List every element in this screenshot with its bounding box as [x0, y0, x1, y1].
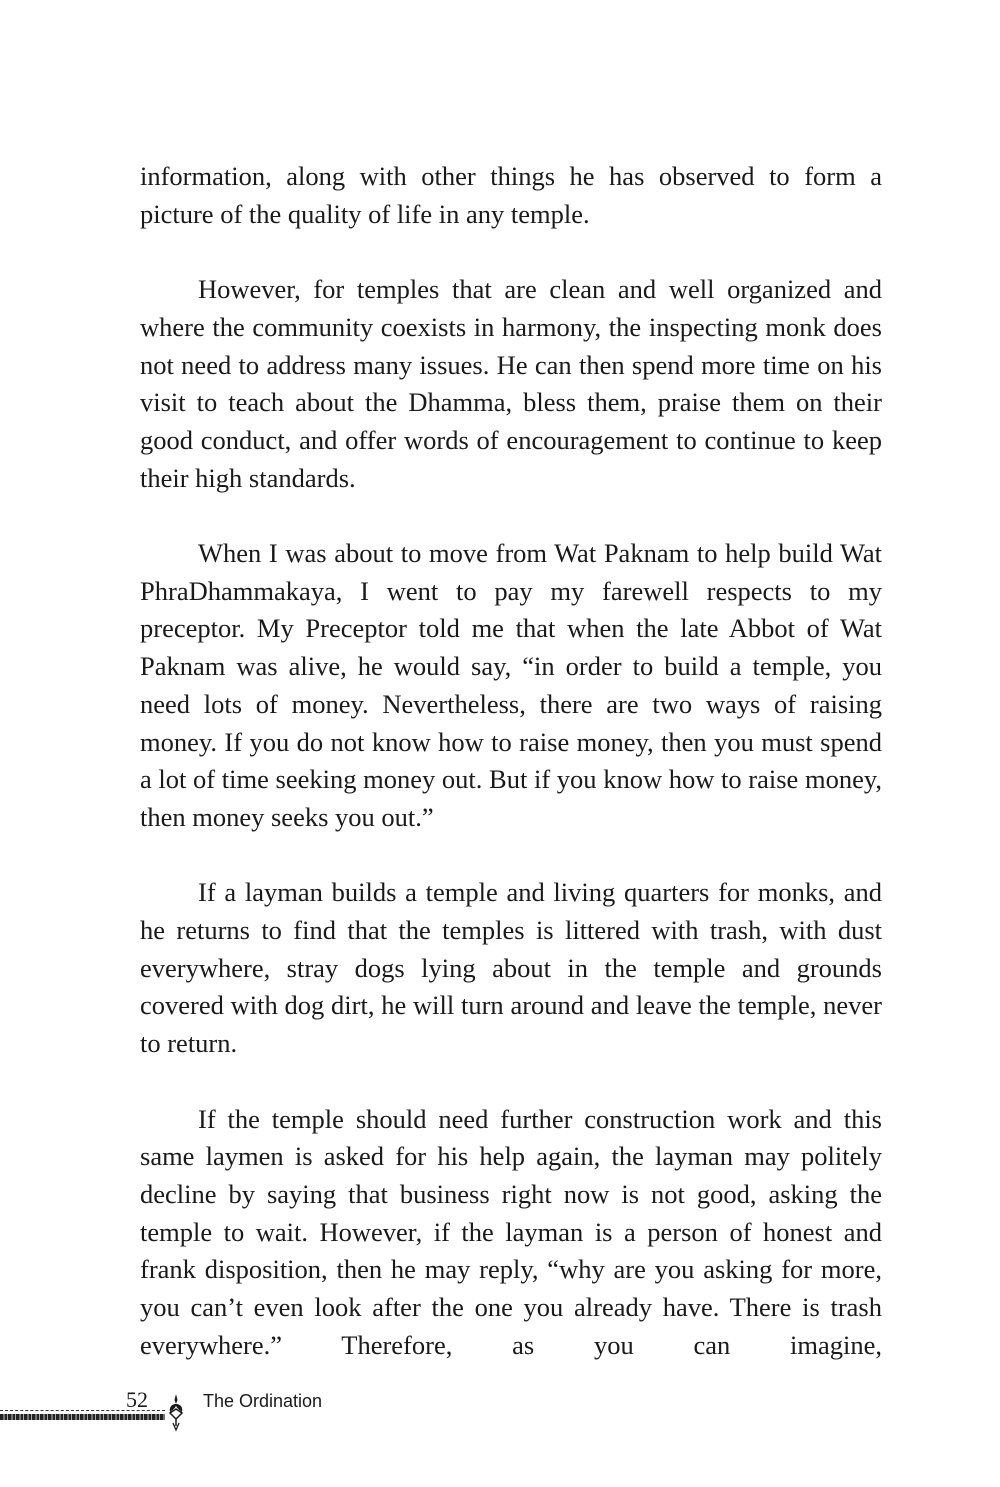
lotus-ornament-icon: [167, 1392, 185, 1432]
page-footer: [0, 1388, 400, 1438]
paragraph-2: However, for temples that are clean and well organized and where the community coexists in harmony, the inspecting monk does not need to address many issues. He can then spend more time on his visit to teach about the Dhamma, bless them, praise them on their good conduct, and offer words of encouragement to continue to keep their high standards.: [140, 274, 882, 493]
paragraph-3: When I was about to move from Wat Paknam to help build Wat PhraDhammakaya, I went to pay my farewell respects to my preceptor. My Preceptor told me that when the late Abbot of Wat Paknam was alive, he would say, “in order to build a temple, you need lots of money. Nevertheless, there are two ways of raising money. If you do not know how to raise money, then you must spend a lot of time seeking money out. But if you know how to raise money, then money seeks you out.”: [140, 538, 882, 832]
paragraph-5: If the temple should need further construction work and this same laymen is asked for his help again, the layman may politely decline by saying that business right now is not good, asking the temple to wait. However, if the layman is a person of honest and frank disposition, then he may reply, “why are you asking for more, you can’t even look after the one you already have. There is trash everywhere.” Therefore, as you can imagine,: [140, 1103, 882, 1360]
paragraph-1: information, along with other things he has observed to form a picture of the quality of life in any temple.: [140, 161, 882, 229]
page-number: 52: [126, 1387, 148, 1412]
running-title: The Ordination: [203, 1391, 323, 1411]
page-body: [140, 158, 882, 1364]
paragraph-4: If a layman builds a temple and living quarters for monks, and he returns to find that the temples is littered with trash, with dust everywhere, stray dogs lying about in the temple and grounds covered with dog dirt, he will turn around and leave the temple, never to return.: [140, 877, 882, 1059]
